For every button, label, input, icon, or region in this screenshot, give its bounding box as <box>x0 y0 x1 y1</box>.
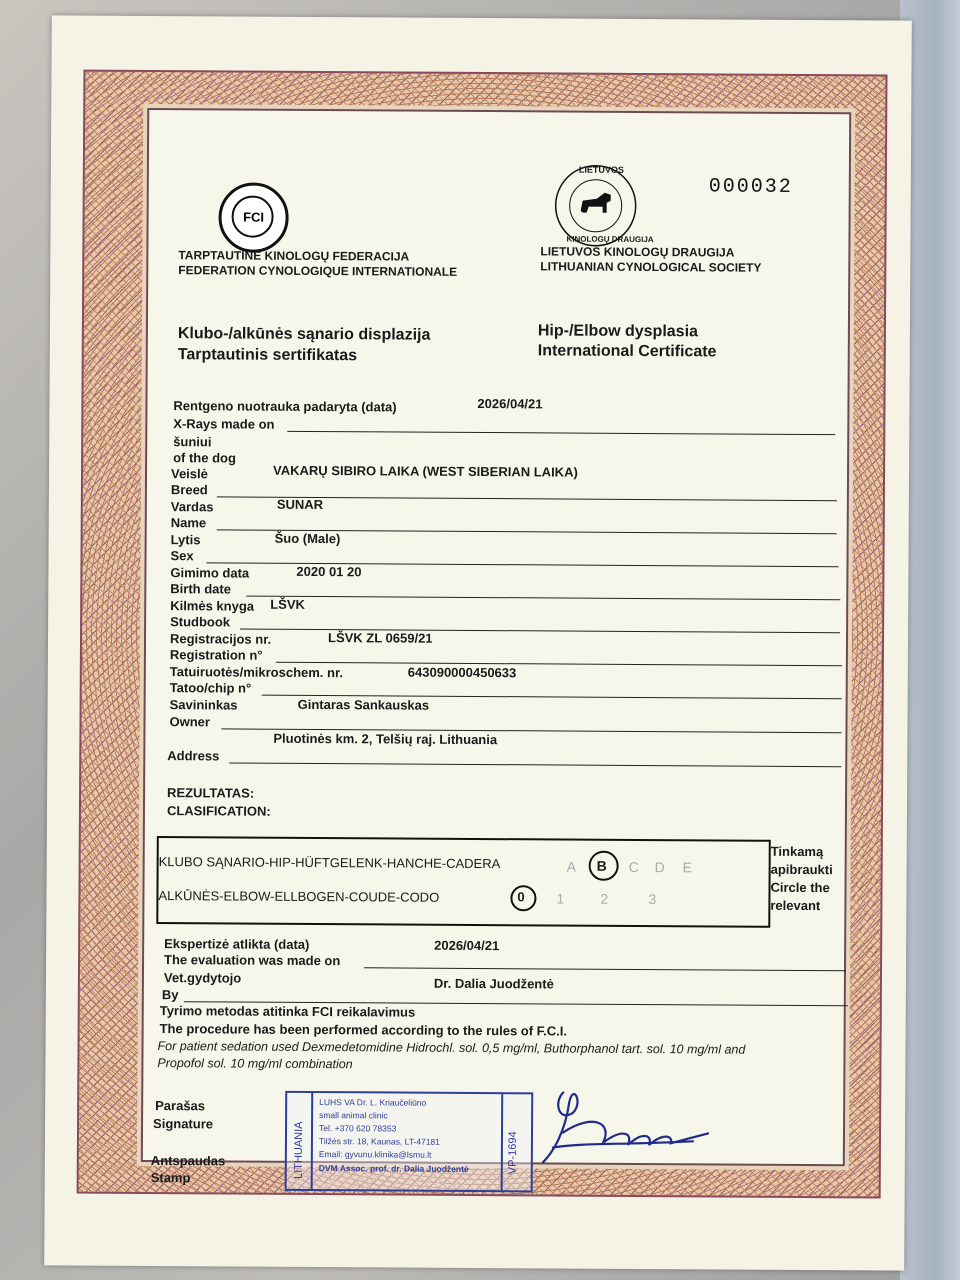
fci-name-fr: FEDERATION CYNOLOGIQUE INTERNATIONALE <box>178 263 458 279</box>
breed-value: VAKARŲ SIBIRO LAIKA (WEST SIBERIAN LAIKA) <box>273 462 578 480</box>
chip-label-en: Tatoo/chip n° <box>169 680 252 696</box>
elbow-grade-2: 2 <box>600 890 609 907</box>
stamp-line-5: Email: gyvunu.klinika@lsmu.lt <box>318 1149 432 1160</box>
vet-label-en: By <box>161 987 179 1003</box>
chip-label-lt: Tatuiruotės/mikroschem. nr. <box>169 664 344 681</box>
chip-value: 643090000450633 <box>407 664 517 681</box>
title-lt-1: Klubo-/alkūnės sąnario displazija <box>177 325 431 344</box>
reg-label-en: Registration n° <box>169 647 263 663</box>
stamp-line-2: small animal clinic <box>319 1110 388 1121</box>
birth-value: 2020 01 20 <box>296 563 362 580</box>
elbow-grade-1: 1 <box>556 890 565 907</box>
xray-label-en: X-Rays made on <box>173 416 275 432</box>
birth-label-en: Birth date <box>170 581 232 597</box>
signature-label-en: Signature <box>153 1116 214 1132</box>
lkd-name-en: LITHUANIAN CYNOLOGICAL SOCIETY <box>540 259 762 275</box>
vet-value: Dr. Dalia Juodžentė <box>433 975 554 992</box>
fci-logo: FCI <box>218 182 288 252</box>
result-label-en: CLASIFICATION: <box>166 803 271 819</box>
elbow-grade-3: 3 <box>648 891 657 908</box>
elbow-label: ALKŪNĖS-ELBOW-ELLBOGEN-COUDE-CODO <box>158 888 440 905</box>
certificate-body <box>141 108 851 1186</box>
sedation-line-1: For patient sedation used Dexmedetomidine Hidrochl. sol. 0,5 mg/ml, Buthorphanol tart. sol. 10 mg/ml and <box>157 1039 746 1057</box>
stamp-code: VP-1694 <box>506 1131 520 1175</box>
address-line <box>229 762 841 767</box>
sex-label-lt: Lytis <box>170 532 201 548</box>
fci-name-lt: TARPTAUTINĖ KINOLOGŲ FEDERACIJA <box>178 248 410 264</box>
breed-label-lt: Veislė <box>170 466 208 482</box>
hip-grade-e: E <box>682 859 693 876</box>
xray-value: 2026/04/21 <box>477 395 543 412</box>
name-label-lt: Vardas <box>170 499 214 515</box>
studbook-value: LŠVK <box>270 596 305 612</box>
sex-label-en: Sex <box>170 548 194 564</box>
circle-note-1: Tinkamą <box>770 843 824 860</box>
circle-note-3: Circle the <box>770 879 830 896</box>
address-value: Pluotinės km. 2, Telšių raj. Lithuania <box>273 730 498 748</box>
stamp-line-6: DVM Assoc. prof. dr. Dalia Juodžentė <box>318 1163 469 1174</box>
certificate-paper <box>44 15 912 1270</box>
hip-grade-c: C <box>628 858 639 875</box>
breed-label-en: Breed <box>170 482 208 498</box>
lkd-logo-top: LIETUVOS <box>578 164 624 175</box>
xray-line <box>287 431 835 435</box>
sedation-line-2: Propofol sol. 10 mg/ml combination <box>157 1056 353 1072</box>
sex-value: Šuo (Male) <box>274 530 341 547</box>
name-label-en: Name <box>170 515 207 531</box>
birth-line <box>246 596 840 601</box>
eval-label-lt: Ekspertizė atlikta (data) <box>164 936 310 952</box>
stamp-line-1: LUHS VA Dr. L. Kriaučeliūno <box>319 1097 427 1108</box>
stamp-line-4: Tilžės str. 18, Kaunas, LT-47181 <box>318 1136 440 1147</box>
owner-value: Gintaras Sankauskas <box>297 696 430 713</box>
eval-label-en: The evaluation was made on <box>164 952 341 969</box>
birth-label-lt: Gimimo data <box>170 565 250 581</box>
elbow-grade-0: 0 <box>517 889 525 905</box>
hip-grade-b: B <box>596 857 607 874</box>
handwritten-signature <box>523 1072 724 1173</box>
eval-line <box>364 967 846 971</box>
circle-note-4: relevant <box>770 897 821 914</box>
reg-line <box>276 662 842 666</box>
dog-label-en: of the dog <box>173 450 236 466</box>
circle-note-2: apibraukti <box>770 861 833 878</box>
hip-grade-a: A <box>566 858 577 875</box>
xray-label-lt: Rentgeno nuotrauka padaryta (data) <box>173 398 397 415</box>
studbook-label-en: Studbook <box>170 614 231 630</box>
result-label-lt: REZULTATAS: <box>167 785 255 801</box>
vet-label-lt: Vet.gydytojo <box>163 970 242 986</box>
studbook-label-lt: Kilmės knyga <box>170 598 255 614</box>
lkd-name-lt: LIETUVOS KINOLOGŲ DRAUGIJA <box>540 244 735 260</box>
owner-label-en: Owner <box>169 714 211 730</box>
stamp-country: LITHUANIA <box>292 1121 306 1179</box>
owner-label-lt: Savininkas <box>169 697 238 713</box>
result-box <box>156 836 771 928</box>
title-lt-2: Tarptautinis sertifikatas <box>177 346 358 365</box>
signature-label-lt: Parašas <box>155 1098 206 1114</box>
stamp-label-lt: Antspaudas <box>150 1153 226 1169</box>
clinic-stamp <box>285 1091 534 1193</box>
dog-label-lt: šuniui <box>173 434 212 450</box>
method-en: The procedure has been performed according to the rules of F.C.I. <box>159 1021 568 1039</box>
reg-label-lt: Registracijos nr. <box>169 631 272 647</box>
serial-number: 000032 <box>708 175 793 199</box>
title-en-1: Hip-/Elbow dysplasia <box>537 322 698 341</box>
hip-grade-d: D <box>654 859 665 876</box>
reg-value: LŠVK ZL 0659/21 <box>327 630 433 646</box>
eval-value: 2026/04/21 <box>434 937 500 954</box>
method-lt: Tyrimo metodas atitinka FCI reikalavimus <box>159 1003 416 1020</box>
stamp-line-3: Tel. +370 620 78353 <box>319 1123 397 1134</box>
name-value: SUNAR <box>276 496 324 513</box>
hip-label: KLUBO SĄNARIO-HIP-HÜFTGELENK-HANCHE-CADERA <box>158 854 501 872</box>
stamp-label-en: Stamp <box>150 1170 191 1186</box>
title-en-2: International Certificate <box>537 342 717 361</box>
lkd-logo-bottom: KINOLOGŲ DRAUGIJA <box>566 234 654 245</box>
address-label: Address <box>167 748 220 764</box>
dog-icon <box>581 193 611 213</box>
